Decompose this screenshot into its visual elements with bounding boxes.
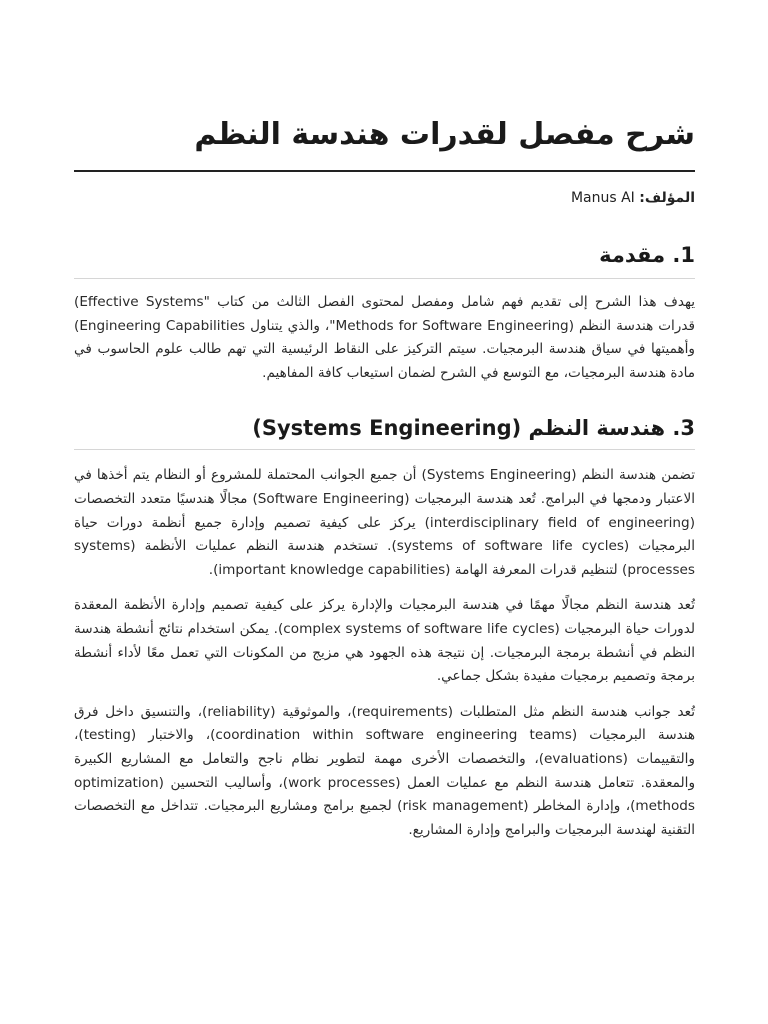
author-label: المؤلف: [639, 190, 695, 206]
title-divider [74, 170, 695, 172]
page-title: شرح مفصل لقدرات هندسة النظم [194, 117, 695, 152]
systems-engineering-paragraph-2: تُعد هندسة النظم مجالًا مهمًا في هندسة البرمجيات والإدارة يركز على كيفية تصميم وإدارة الأنظمة المعقدة لدورات حياة البرمجيات (complex systems of software life cycles). يمكن استخدام نتائج أنشطة هندسة النظم في أنشطة برمجة البرمجيات. إن نتيجة هذه الجهود هي مزيج من المكونات التي تعمل معًا لأداء أنشطة برمجة وتصميم برمجيات مفيدة بشكل جماعي. [74, 597, 695, 685]
systems-engineering-paragraph-3: تُعد جوانب هندسة النظم مثل المتطلبات (requirements)، والموثوقية (reliability)، والتنسيق داخل فرق هندسة البرمجيات (coordination within software engineering teams)، والاختبار (testing)، والتقييمات (evaluations)، والتخصصات الأخرى مهمة لتطوير نظام ناجح والتعامل مع المشاريع الكبيرة والمعقدة. تتعامل هندسة النظم مع عمليات العمل (work processes)، وأساليب التحسين (optimization methods)، وإدارة المخاطر (risk management) لجميع برامج ومشاريع البرمجيات. تتداخل مع التخصصات التقنية لهندسة البرمجيات والبرامج وإدارة المشاريع. [74, 703, 696, 838]
systems-engineering-paragraph-1: تضمن هندسة النظم (Systems Engineering) أن جميع الجوانب المحتملة للمشروع أو النظام يتم أخذها في الاعتبار ودمجها في البرامج. تُعد هندسة البرمجيات (Software Engineering) مجالًا هندسيًا متعدد التخصصات (interdisciplinary field of engineering) يركز على كيفية تصميم وإدارة جميع أنظمة دورات حياة البرمجيات (systems of software life cycles). تستخدم هندسة النظم عمليات الأنظمة (systems processes) لتنظيم قدرات المعرفة الهامة (important knowledge capabilities). [74, 467, 695, 578]
author-name: Manus AI [570, 190, 635, 206]
section-heading-introduction: 1. مقدمة [74, 238, 695, 279]
section-heading-systems-engineering: 3. هندسة النظم (Systems Engineering) [74, 411, 695, 450]
introduction-paragraph: يهدف هذا الشرح إلى تقديم فهم شامل ومفصل لمحتوى الفصل الثالث من كتاب "Effective Systems) قدرات هندسة النظم (Methods for Software Engineering"، والذي يتناول Engineering Capabilities) وأهميتها في سياق هندسة البرمجيات. سيتم التركيز على النقاط الرئيسية التي تهم طالب علوم الحاسوب في مادة هندسة البرمجيات، مع التوسع في الشرح لضمان استيعاب كافة المفاهيم. [74, 294, 696, 381]
author-line [74, 188, 695, 208]
